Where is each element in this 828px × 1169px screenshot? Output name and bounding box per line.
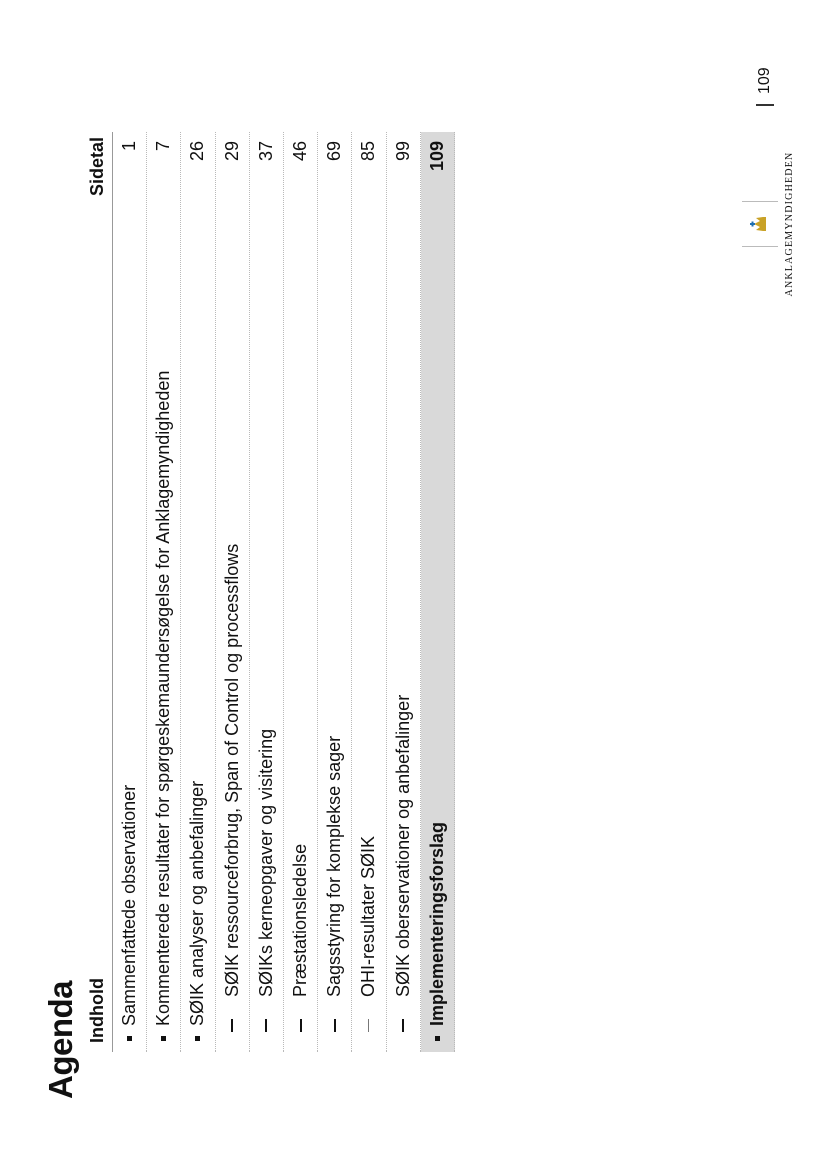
bullet-icon xyxy=(147,1026,180,1052)
toc-row-page: 99 xyxy=(392,141,413,162)
dash-icon xyxy=(250,1013,283,1039)
page-number: 109 xyxy=(756,67,773,94)
toc-row-page: 26 xyxy=(187,141,208,162)
toc-row-current[interactable] xyxy=(421,132,455,1052)
toc-row[interactable] xyxy=(318,132,352,1052)
toc-table xyxy=(82,132,455,1052)
toc-row[interactable] xyxy=(387,132,421,1052)
dash-icon xyxy=(318,1013,351,1039)
toc-row-label: Præstationsledelse xyxy=(290,843,311,997)
bullet-icon xyxy=(113,1026,146,1052)
toc-row-label: SØIKs kerneopgaver og visitering xyxy=(255,728,276,997)
toc-row[interactable] xyxy=(181,132,215,1052)
dash-icon xyxy=(216,1013,249,1039)
toc-header-page: Sidetal xyxy=(87,137,107,197)
toc-row-label: OHI-resultater SØIK xyxy=(358,835,379,997)
toc-header-contents: Indhold xyxy=(87,978,107,1043)
toc-row-page: 69 xyxy=(324,141,345,162)
toc-row[interactable] xyxy=(147,132,181,1052)
toc-row-page: 1 xyxy=(119,141,140,152)
toc-row-label: Kommenterede resultater for spørgeskemaundersøgelse for Anklagemyndigheden xyxy=(153,370,174,1026)
toc-row-page: 109 xyxy=(426,141,447,172)
toc-row-label: SØIK analyser og anbefalinger xyxy=(187,780,208,1026)
toc-row-label: Sammenfattede observationer xyxy=(119,784,140,1026)
toc-row-page: 37 xyxy=(255,141,276,162)
toc-row[interactable] xyxy=(352,132,386,1052)
toc-row[interactable] xyxy=(113,132,147,1052)
logo xyxy=(742,134,795,314)
page-title: Agenda xyxy=(42,980,79,1099)
toc-row-page: 46 xyxy=(290,141,311,162)
toc-header xyxy=(82,132,113,1052)
org-name: ANKLAGEMYNDIGHEDEN xyxy=(784,151,795,297)
toc-row-label: Implementeringsforslag xyxy=(426,821,447,1026)
dash-icon xyxy=(284,1013,317,1039)
dash-icon xyxy=(352,1013,385,1039)
toc-row-page: 29 xyxy=(221,141,242,162)
toc-row[interactable] xyxy=(284,132,318,1052)
toc-row-page: 85 xyxy=(358,141,379,162)
toc-row-label: SØIK oberservationer og anbefalinger xyxy=(392,694,413,997)
page-number-block xyxy=(756,67,774,106)
toc-row[interactable] xyxy=(250,132,284,1052)
page-number-separator xyxy=(756,104,774,106)
toc-row-label: SØIK ressourceforbrug, Span of Control og processflows xyxy=(221,543,242,997)
crown-frame xyxy=(742,201,778,247)
bullet-icon xyxy=(181,1026,214,1052)
bullet-icon xyxy=(421,1026,454,1052)
toc-row[interactable] xyxy=(216,132,250,1052)
crown-icon xyxy=(749,213,771,235)
toc-row-page: 7 xyxy=(153,141,174,152)
toc-row-label: Sagsstyring for komplekse sager xyxy=(324,735,345,997)
dash-icon xyxy=(387,1013,420,1039)
